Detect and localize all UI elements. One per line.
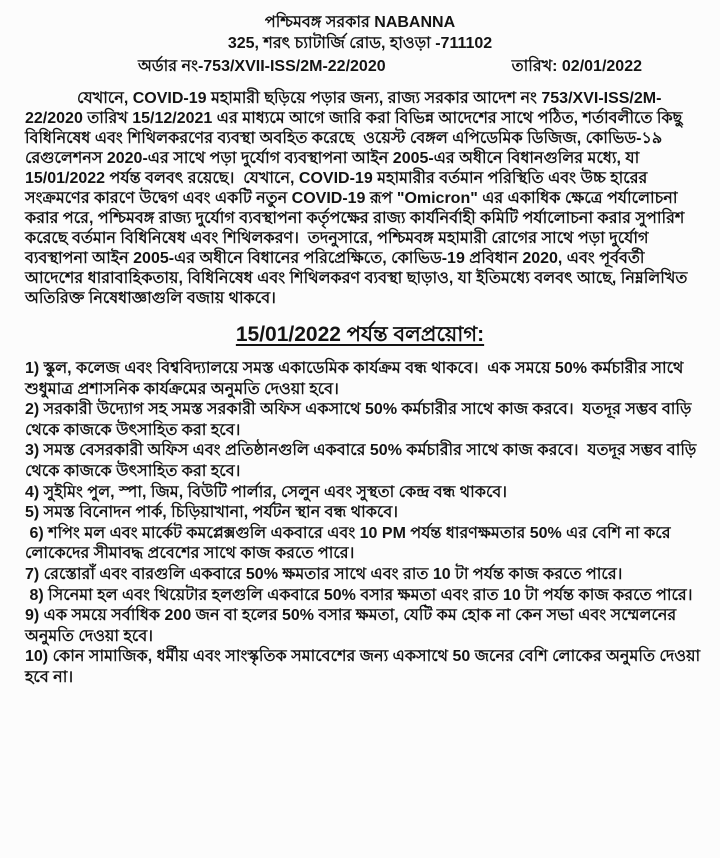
order-number: অর্ডার নং-753/XVII-ISS/2M-22/2020 — [138, 58, 386, 75]
restriction-item-4: 4) সুইমিং পুল, স্পা, জিম, বিউটি পার্লার, সেলুন এবং সুস্থতা কেন্দ্র বন্ধ থাকবে। — [25, 483, 508, 501]
restriction-item-8: 8) সিনেমা হল এবং থিয়েটার হলগুলি একবারে 50% বসার ক্ষমতা এবং রাত 10 টা পর্যন্ত কাজ করতে পারে। — [25, 586, 693, 604]
restriction-item-1: 1) স্কুল, কলেজ এবং বিশ্ববিদ্যালয়ে সমস্ত একাডেমিক কার্যক্রম বন্ধ থাকবে। এক সময়ে 50% কর্মচারীর সাথে শুধুমাত্র প্রশাসনিক কার্যক্রমের অনুমতি দেওয়া হবে। — [25, 360, 688, 398]
restriction-item-6: 6) শপিং মল এবং মার্কেট কমপ্লেক্সগুলি একবারে এবং 10 PM পর্যন্ত ধারণক্ষমতার 50% এর বেশি না করে লোকেদের সীমাবদ্ধ প্রবেশের সাথে কাজ করতে পারে। — [25, 524, 675, 563]
restriction-item-3: 3) সমস্ত বেসরকারী অফিস এবং প্রতিষ্ঠানগুলি একবারে 50% কর্মচারীর সাথে কাজ করবে। যতদূর সম্ভব বাড়ি থেকে কাজকে উৎসাহিত করা হবে। — [25, 442, 701, 480]
restriction-item-10: 10) কোন সামাজিক, ধর্মীয় এবং সাংস্কৃতিক সমাবেশের জন্য একসাথে 50 জনের বেশি লোকের অনুমতি দেওয়া হবে না। — [25, 648, 705, 686]
preamble-paragraph: যেখানে, COVID-19 মহামারী ছড়িয়ে পড়ার জন্য, রাজ্য সরকার আদেশ নং 753/XVI-ISS/2M-22/2020 তারিখ 15/12/2021 এর মাধ্যমে আগে জারি করা বিভিন্ন আদেশের সাথে পঠিত, শর্তাবলীতে কিছু বিধিনিষেধ এবং শিথিলকরণের ব্যবস্থা অবহিত করেছে ওয়েস্ট বেঙ্গল এপিডেমিক ডিজিজ, কোভিড-১৯ রেগুলেশনস 2020-এর সাথে পড়া দুর্যোগ ব্যবস্থাপনা আইন 2005-এর অধীনে বিধানগুলির মধ্যে, যা 15/01/2022 পর্যন্ত বলবৎ রয়েছে। যেখানে, COVID-19 মহামারীর বর্তমান পরিস্থিতি এবং উচ্চ হারের সংক্রমণের কারণে উদ্বেগ এবং একটি নতুন COVID-19 রূপ "Omicron" এর একাধিক ক্ষেত্রে পর্যালোচনা করার পরে, পশ্চিমবঙ্গ রাজ্য দুর্যোগ ব্যবস্থাপনা কর্তৃপক্ষের রাজ্য কার্যনির্বাহী কমিটি পর্যালোচনা করার সুপারিশ করেছে বর্তমান বিধিনিষেধ এবং শিথিলকরণ। তদনুসারে, পশ্চিমবঙ্গ মহামারী রোগের সাথে পড়া দুর্যোগ ব্যবস্থাপনা আইন 2005-এর অধীনে বিধানের পরিপ্রেক্ষিতে, কোভিড-19 প্রবিধান 2020, এবং পূর্ববর্তী আদেশের ধারাবাহিকতায়, বিধিনিষেধ এবং শিথিলকরণ ব্যবস্থা ছাড়াও, যা ইতিমধ্যে বলবৎ আছে, নিম্নলিখিত অতিরিক্ত নিষেধাজ্ঞাগুলি বজায় থাকবে। — [25, 90, 692, 307]
org-address: 325, শরৎ চ্যাটার্জি রোড, হাওড়া -711102 — [227, 35, 493, 52]
org-title: পশ্চিমবঙ্গ সরকার NABANNA — [264, 14, 456, 31]
restrictions-list — [25, 359, 705, 689]
restriction-item-7: 7) রেস্তোরাঁ এবং বারগুলি একবারে 50% ক্ষমতার সাথে এবং রাত 10 টা পর্যন্ত কাজ করতে পারে। — [25, 565, 623, 583]
order-date: তারিখ: 02/01/2022 — [511, 58, 642, 75]
enforcement-section-heading: 15/01/2022 পর্যন্ত বলপ্রয়োগ: — [235, 323, 485, 346]
restriction-item-2: 2) সরকারী উদ্যোগ সহ সমস্ত সরকারী অফিস একসাথে 50% কর্মচারীর সাথে কাজ করবে। যতদূর সম্ভব বাড়ি থেকে কাজকে উৎসাহিত করা হবে। — [25, 401, 696, 439]
document-header — [0, 12, 720, 77]
order-meta-row — [138, 56, 642, 77]
restriction-item-5: 5) সমস্ত বিনোদন পার্ক, চিড়িয়াখানা, পর্যটন স্থান বন্ধ থাকবে। — [25, 504, 398, 522]
restriction-item-9: 9) এক সময়ে সর্বাধিক 200 জন বা হলের 50% বসার ক্ষমতা, যেটি কম হোক না কেন সভা এবং সম্মেলনের অনুমতি দেওয়া হবে। — [25, 607, 681, 645]
